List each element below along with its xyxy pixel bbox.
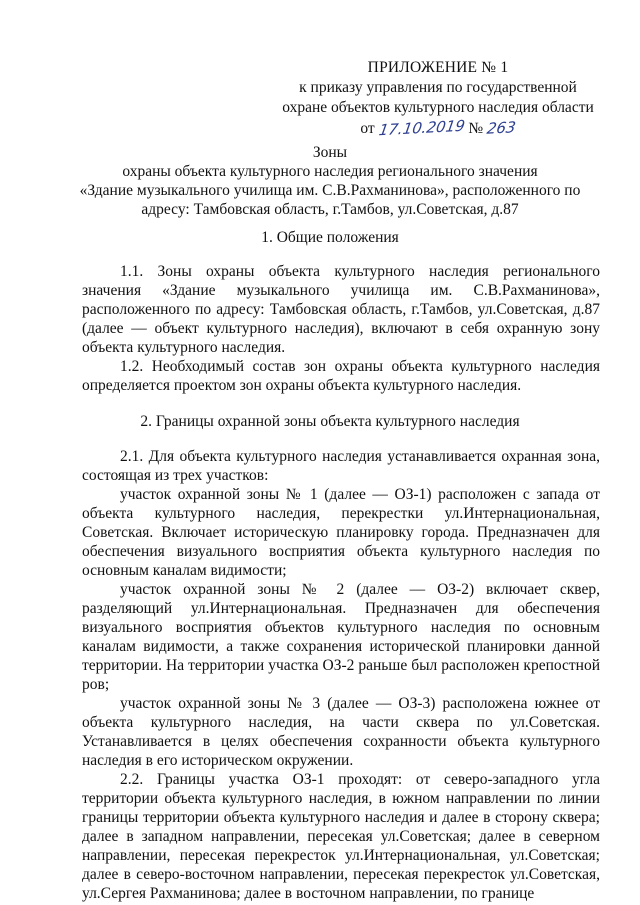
- paragraph-oz2: участок охранной зоны № 2 (далее — ОЗ-2) включает сквер, разделяющий ул.Интернациональная. Предназначен для обеспечения визуального восприятия объектов культурного наследия по основным каналам видимости, а также сохранения исторической планировки данной территории. На территории участка ОЗ-2 раньше был расположен крепостной ров;: [82, 581, 600, 693]
- zones-title-line-4: адресу: Тамбовская область, г.Тамбов, ул.Советская, д.87: [141, 201, 519, 218]
- section-2-body: [82, 447, 600, 903]
- order-line: [258, 118, 618, 139]
- order-number: 263: [485, 118, 518, 138]
- zones-title-line-3: «Здание музыкального училища им. С.В.Рахманинова», расположенного по: [79, 182, 581, 199]
- paragraph-1-1: 1.1. Зоны охраны объекта культурного наследия регионального значения «Здание музыкального училища им. С.В.Рахманинова», расположенного по адресу: Тамбовская область, г.Тамбов, ул.Советская, д.87 (далее — объект культурного наследия), включают в себя охранную зону объекта культурного наследия.: [82, 263, 600, 356]
- appendix-title: ПРИЛОЖЕНИЕ № 1: [367, 59, 509, 76]
- section-1-body: [82, 262, 600, 395]
- paragraph-oz3: участок охранной зоны № 3 (далее — ОЗ-3) расположена южнее от объекта культурного наследия, на части сквера по ул.Советская. Устанавливается в целях обеспечения сохранности объекта культурного наследия в его историческом окружении.: [82, 695, 600, 769]
- appendix-line-1: к приказу управления по государственной: [299, 79, 577, 96]
- zones-title-line-1: Зоны: [312, 144, 348, 161]
- zones-title: [60, 143, 600, 219]
- appendix-line-2: охране объектов культурного наследия области: [282, 99, 594, 116]
- paragraph-2-1: 2.1. Для объекта культурного наследия устанавливается охранная зона, состоящая из трех участков:: [82, 448, 600, 484]
- order-date: 17.10.2019: [377, 116, 466, 140]
- order-prefix: от: [360, 120, 375, 137]
- zones-title-line-2: охраны объекта культурного наследия регионального значения: [122, 163, 538, 180]
- paragraph-1-2: 1.2. Необходимый состав зон охраны объекта культурного наследия определяется проектом зон охраны объекта культурного наследия.: [82, 358, 600, 394]
- section-2-title: 2. Границы охранной зоны объекта культурного наследия: [140, 413, 520, 430]
- paragraph-2-2: 2.2. Границы участка ОЗ-1 проходят: от северо-западного угла территории объекта культурного наследия, в южном направлении по линии границы территории объекта культурного наследия и далее в сторону сквера; далее в западном направлении, пересекая ул.Советская; далее в северном направлении, пересекая перекресток ул.Интернациональная, ул.Советская; далее в северо-восточном направлении, пересекая перекресток ул.Советская, ул.Сергея Рахманинова; далее в восточном направлении, по границе: [82, 771, 600, 902]
- section-1-title: 1. Общие положения: [261, 229, 399, 246]
- paragraph-oz1: участок охранной зоны № 1 (далее — ОЗ-1) расположен с запада от объекта культурного наследия, перекрестки ул.Интернациональная, Советская. Включает историческую планировку города. Предназначен для обеспечения визуального восприятия объекта культурного наследия по основным каналам видимости;: [82, 486, 600, 579]
- order-number-label: №: [468, 120, 484, 137]
- appendix-header: [258, 58, 618, 139]
